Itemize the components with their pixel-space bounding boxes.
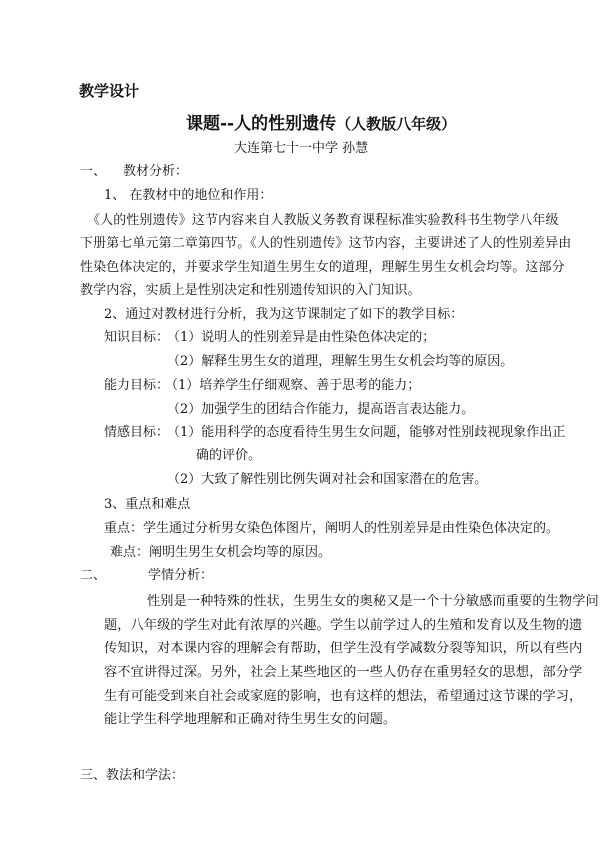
ability-goal-item: （1）培养学生仔细观察、善于思考的能力；: [165, 378, 421, 393]
sub2-title: 2、通过对教材进行分析，我为这节课制定了如下的教学目标：: [104, 307, 464, 322]
sub3-title: 3、重点和难点: [104, 497, 191, 512]
section2-line: 题，八年级的学生对此有浓厚的兴趣。学生以前学过人的生殖和发育以及生物的遗: [104, 618, 583, 633]
lesson-title: [186, 109, 456, 134]
difficulty: 难点：阐明生男生女机会均等的原因。: [110, 545, 332, 560]
lesson-title-suffix: （人教版八年级）: [336, 115, 457, 133]
author-line: 大连第七十一中学 孙慧: [234, 141, 369, 156]
knowledge-goal-item: （2）解释生男生女的道理，理解生男生女机会均等的原因。: [167, 354, 514, 369]
sub1-line: 下册第七单元第二章第四节。《人的性别遗传》这节内容，主要讲述了人的性别差异由: [80, 236, 572, 251]
section2-number: 二、: [80, 568, 107, 583]
key-point: 重点：学生通过分析男女染色体图片，阐明人的性别差异是由性染色体决定的。: [104, 521, 560, 536]
sub1-title: 1、 在教材中的地位和作用：: [104, 188, 273, 203]
ability-goal-item: （2）加强学生的团结合作能力，提高语言表达能力。: [167, 402, 475, 417]
emotion-goal-item-cont: 确的评价。: [196, 448, 262, 463]
sub1-line: 教学内容，实质上是性别决定和性别遗传知识的入门知识。: [80, 283, 421, 298]
section2-line: 容不宜讲得过深。另外，社会上某些地区的一些人仍存在重男轻女的思想，部分学: [104, 665, 583, 680]
section2-line: 能让学生科学地理解和正确对待生男生女的问题。: [104, 712, 397, 727]
ability-goal-label: 能力目标：: [104, 378, 170, 393]
sub1-line: 《人的性别遗传》这节内容来自人教版义务教育课程标准实验教科书生物学八年级: [87, 213, 559, 228]
sub1-line: 性染色体决定的，并要求学生知道生男生女的道理，理解生男生女机会均等。这部分: [80, 260, 565, 275]
emotion-goal-label: 情感目标：: [104, 425, 170, 440]
emotion-goal-item: （2）大致了解性别比例失调对社会和国家潜在的危害。: [167, 472, 488, 487]
knowledge-goal-label: 知识目标：: [104, 330, 170, 345]
section2-line: 传知识，对本课内容的理解会有帮助，但学生没有学减数分裂等知识，所以有些内: [104, 641, 583, 656]
section2-line: 性别是一种特殊的性状，生男生女的奥秘又是一个十分敏感而重要的生物学问: [147, 594, 599, 609]
section2-line: 生有可能受到来自社会或家庭的影响，也有这样的想法，希望通过这节课的学习，: [104, 689, 583, 704]
section2-label: 学情分析：: [148, 568, 214, 583]
section1-number: 一、: [80, 164, 107, 179]
knowledge-goal-item: （1）说明人的性别差异是由性染色体决定的；: [167, 330, 436, 345]
section1-label: 教材分析：: [123, 164, 189, 179]
page-heading: 教学设计: [79, 82, 140, 100]
section3-heading: 三、教法和学法：: [80, 768, 185, 783]
emotion-goal-item: （1）能用科学的态度看待生男生女问题，能够对性别歧视现象作出正: [167, 425, 566, 440]
lesson-title-main: 课题--人的性别遗传: [186, 114, 337, 134]
